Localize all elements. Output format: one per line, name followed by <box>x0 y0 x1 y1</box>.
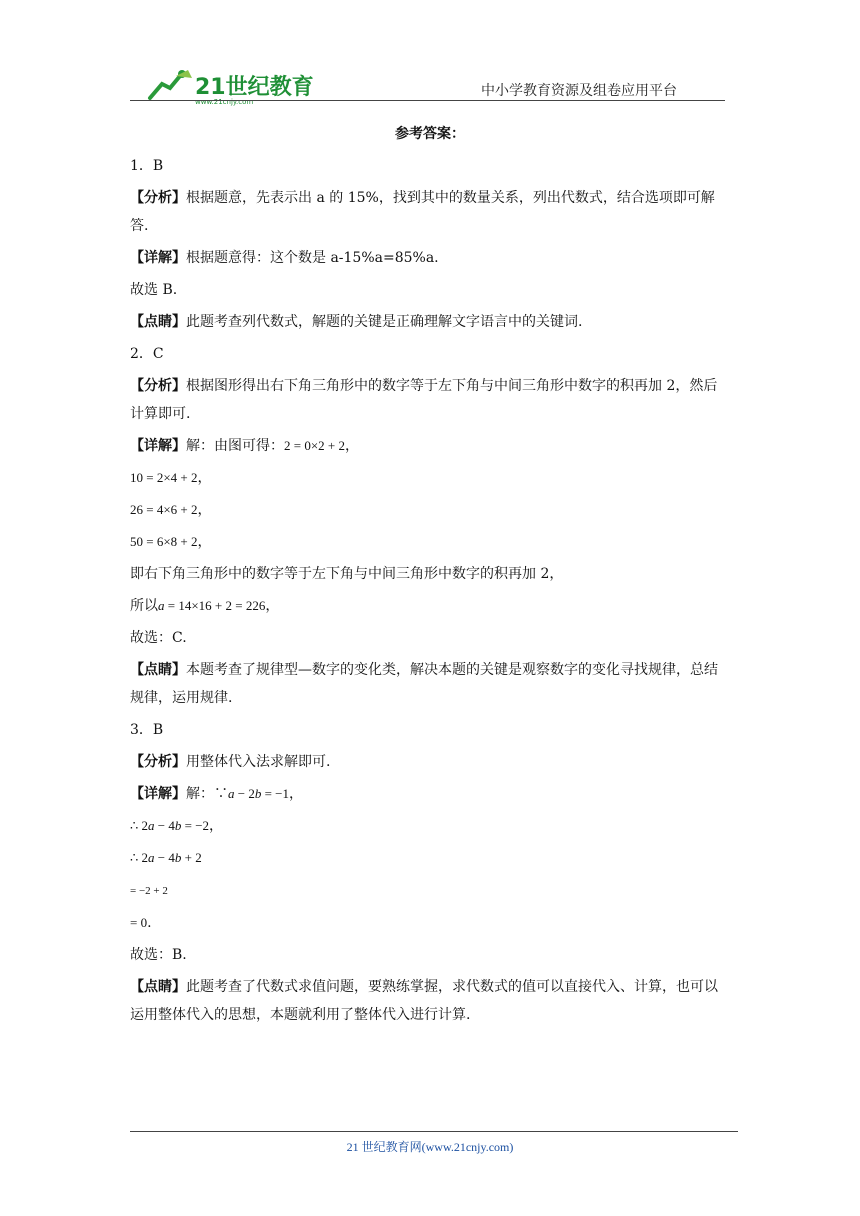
q3-detail: 【详解】解：∵a − 2b = −1， <box>130 786 304 802</box>
q1-detail: 【详解】根据题意得：这个数是 a-15%a=85%a. <box>130 250 439 266</box>
q3-therefore1: ∴ 2a − 4b = −2， <box>130 818 224 834</box>
q2-comment: 【点睛】本题考查了规律型—数字的变化类，解决本题的关键是观察数字的变化寻找规律，总结规律，运用规律. <box>130 662 718 706</box>
q3-comment: 【点睛】此题考查了代数式求值问题，要熟练掌握，求代数式的值可以直接代入、计算，也可以运用整体代入的思想，本题就利用了整体代入进行计算. <box>130 979 718 1023</box>
footer-divider <box>130 1131 738 1132</box>
q3-step: = −2 + 2 <box>130 885 168 897</box>
q3-final: = 0. <box>130 915 152 931</box>
page-footer: 21 世纪教育网(www.21cnjy.com) <box>346 1140 514 1154</box>
q3-answer: 3．B <box>130 722 164 738</box>
answer-content <box>130 120 730 1033</box>
q2-analysis: 【分析】根据图形得出右下角三角形中的数字等于左下角与中间三角形中数字的积再加 2，然后计算即可. <box>130 378 718 422</box>
q2-detail: 【详解】解：由图可得：2 = 0×2 + 2， <box>130 438 359 454</box>
header-divider <box>130 100 725 101</box>
svg-text:21世纪教育: 21世纪教育 <box>195 75 314 100</box>
q1-comment: 【点睛】此题考查列代数式，解题的关键是正确理解文字语言中的关键词. <box>130 314 583 330</box>
q1-answer: 1．B <box>130 158 164 174</box>
q2-result: 所以a = 14×16 + 2 = 226， <box>130 598 280 614</box>
q2-conclusion: 即右下角三角形中的数字等于左下角与中间三角形中数字的积再加 2， <box>130 566 564 582</box>
q2-eq3: 26 = 4×6 + 2， <box>130 502 212 518</box>
q2-choice: 故选：C. <box>130 630 187 646</box>
q2-eq2: 10 = 2×4 + 2， <box>130 470 212 486</box>
q1-choice: 故选 B. <box>130 282 178 298</box>
q3-choice: 故选：B. <box>130 947 187 963</box>
q1-analysis: 【分析】根据题意，先表示出 a 的 15%，找到其中的数量关系，列出代数式，结合选项即可解答. <box>130 190 715 234</box>
q3-analysis: 【分析】用整体代入法求解即可. <box>130 754 331 770</box>
q2-eq4: 50 = 6×8 + 2， <box>130 534 212 550</box>
q2-answer: 2．C <box>130 346 164 362</box>
page-header <box>130 58 725 104</box>
platform-name: 中小学教育资源及组卷应用平台 <box>481 83 677 99</box>
svg-text:www.21cnjy.com: www.21cnjy.com <box>195 98 254 106</box>
page-title: 参考答案： <box>395 126 465 142</box>
q3-therefore2: ∴ 2a − 4b + 2 <box>130 850 202 865</box>
